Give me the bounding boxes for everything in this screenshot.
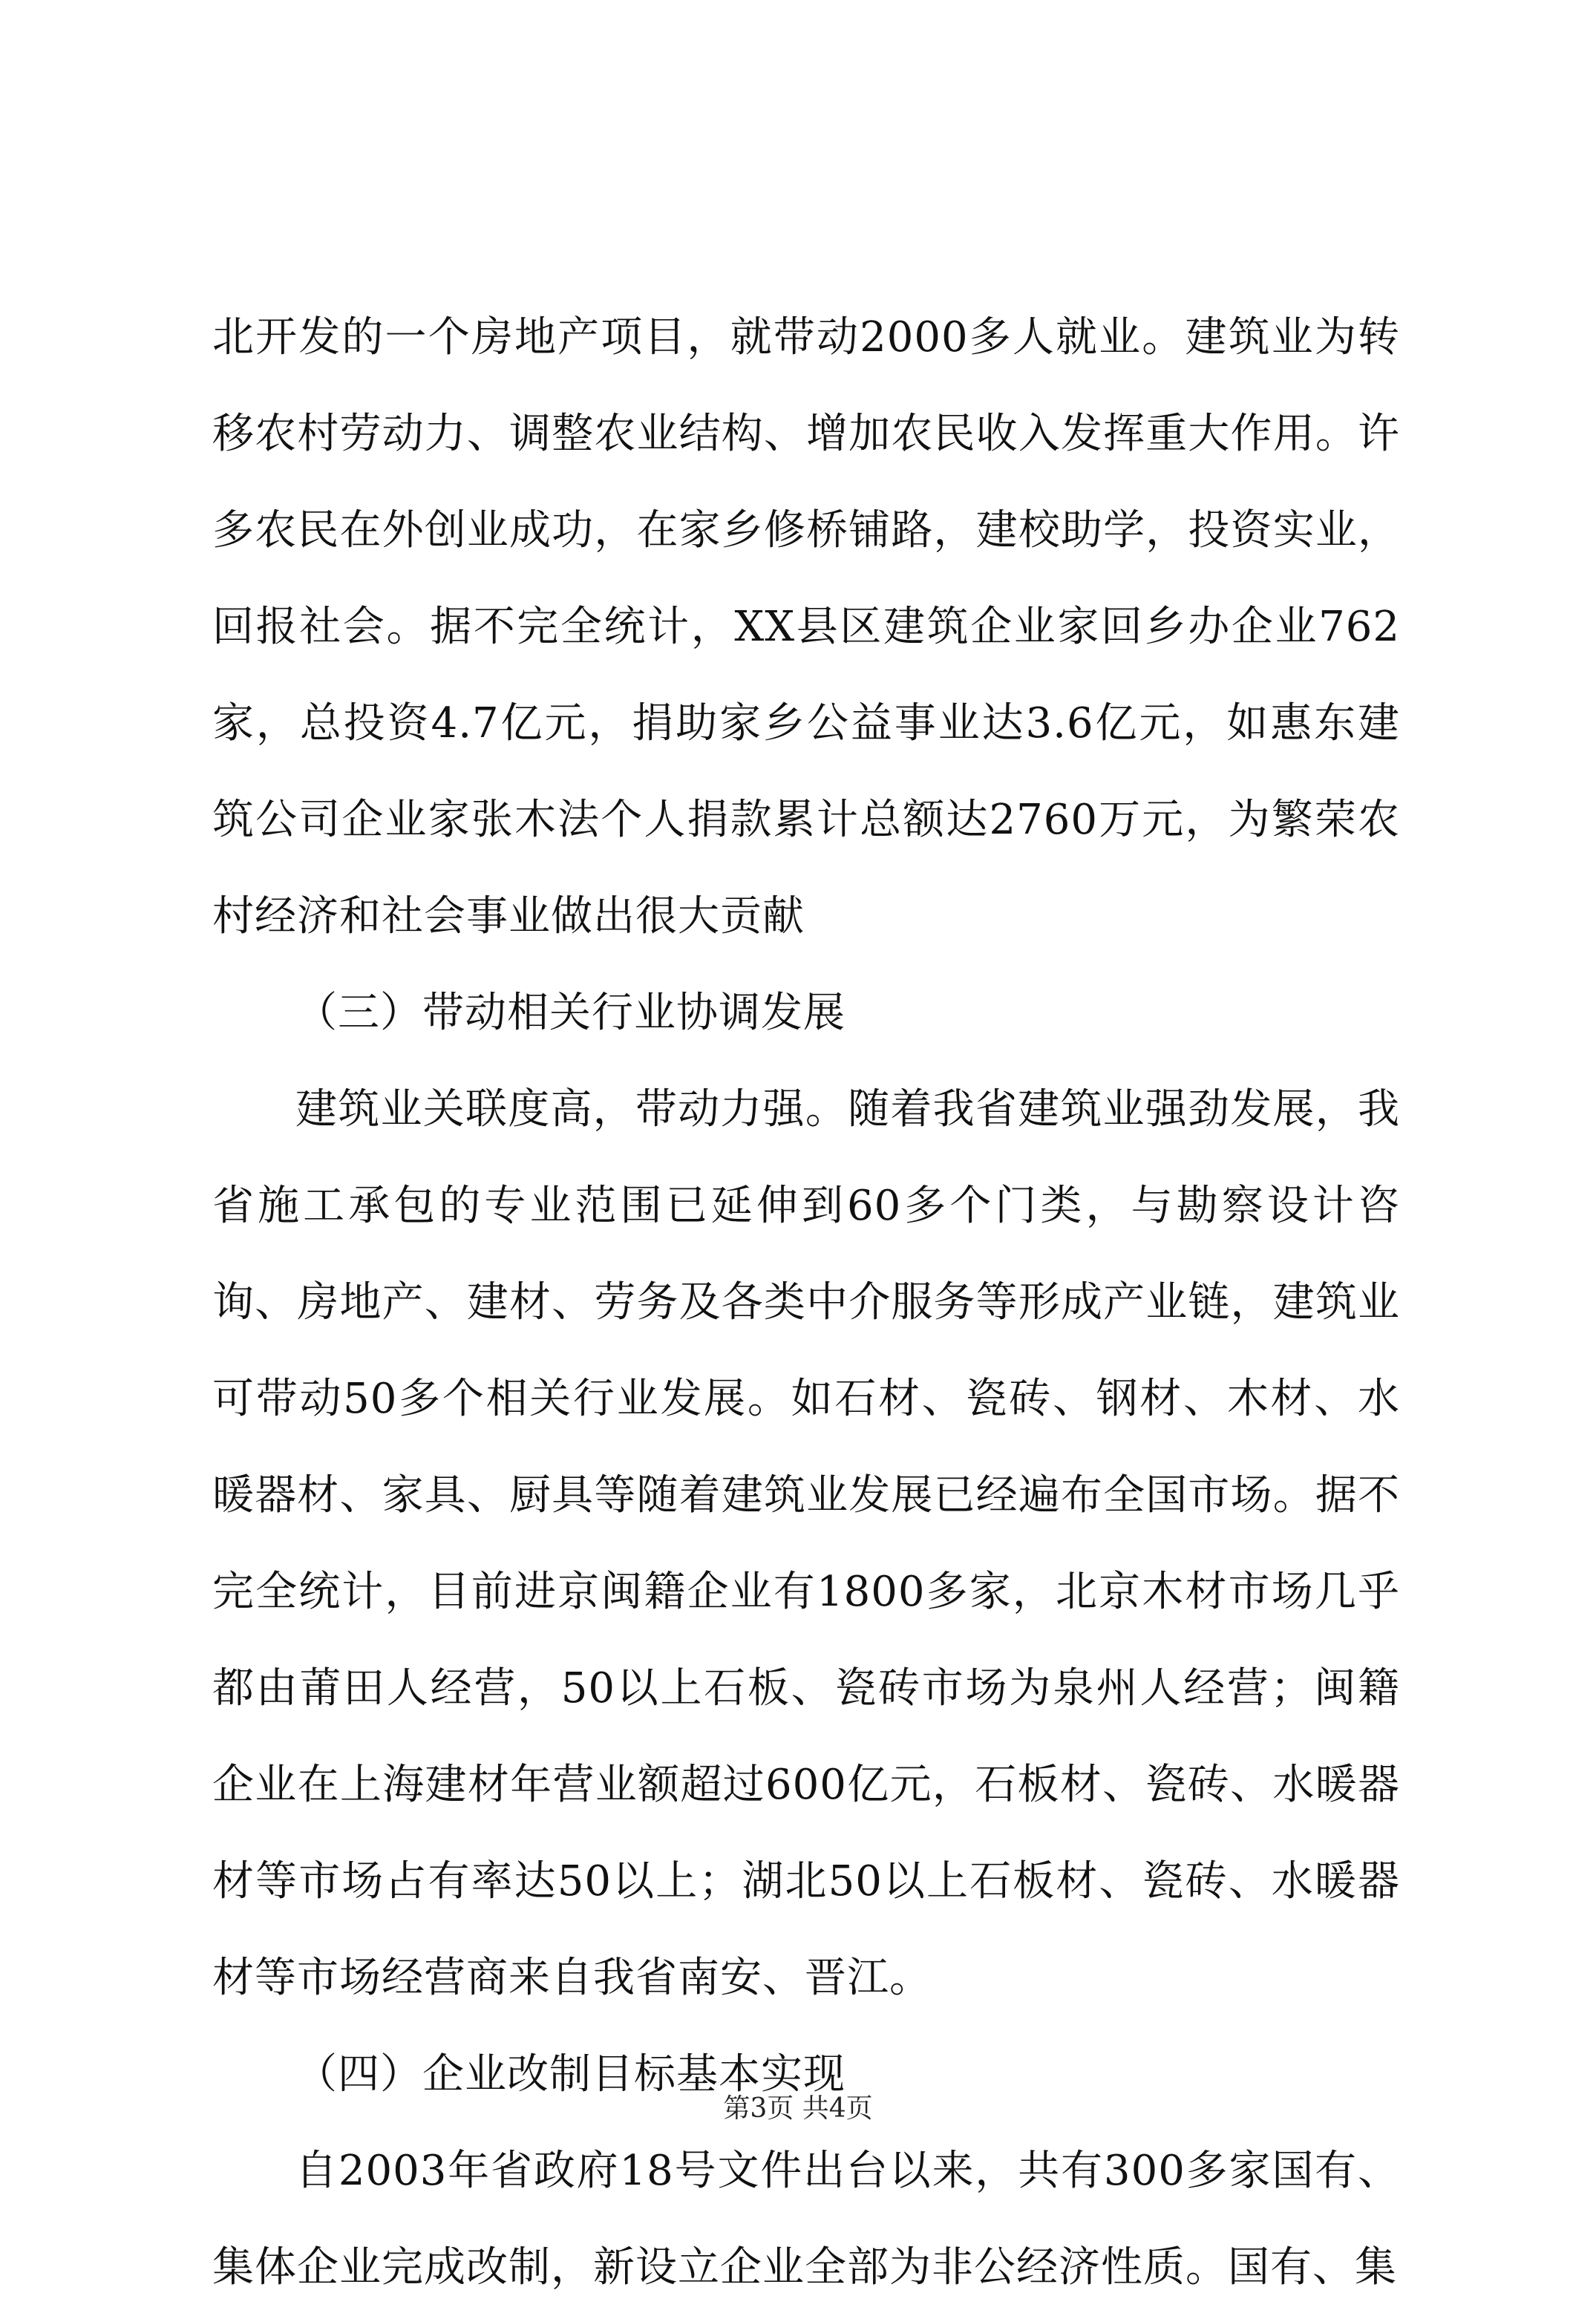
document-body [212, 290, 1400, 2316]
section-heading-4: （四）企业改制目标基本实现 [295, 2050, 846, 2099]
paragraph-continuation: 北开发的一个房地产项目，就带动2000多人就业。建筑业为转移农村劳动力、调整农业结构、增加农民收入发挥重大作用。许多农民在外创业成功，在家乡修桥铺路，建校助学，投资实业，回报社会。据不完全统计，XX县区建筑企业家回乡办企业762家，总投资4.7亿元，捐助家乡公益事业达3.6亿元，如惠东建筑公司企业家张木法个人捐款累计总额达2760万元，为繁荣农村经济和社会事业做出很大贡献 [212, 313, 1400, 941]
section-heading-3: （三）带动相关行业协调发展 [295, 989, 846, 1037]
paragraph-enterprise-reform: 自2003年省政府18号文件出台以来，共有300多家国有、集体企业完成改制，新设立企业全部为非公经济性质。国有、集 [212, 2147, 1400, 2292]
paragraph-related-industries: 建筑业关联度高，带动力强。随着我省建筑业强劲发展，我省施工承包的专业范围已延伸到60多个门类，与勘察设计咨询、房地产、建材、劳务及各类中介服务等形成产业链，建筑业可带动50多个相关行业发展。如石材、瓷砖、钢材、木材、水暖器材、家具、厨具等随着建筑业发展已经遍布全国市场。据不完全统计，目前进京闽籍企业有1800多家，北京木材市场几乎都由莆田人经营，50以上石板、瓷砖市场为泉州人经营；闽籍企业在上海建材年营业额超过600亿元，石板材、瓷砖、水暖器材等市场占有率达50以上；湖北50以上石板材、瓷砖、水暖器材等市场经营商来自我省南安、晋江。 [212, 1085, 1400, 2002]
page-number-footer: 第3页 共4页 [723, 2093, 873, 2124]
